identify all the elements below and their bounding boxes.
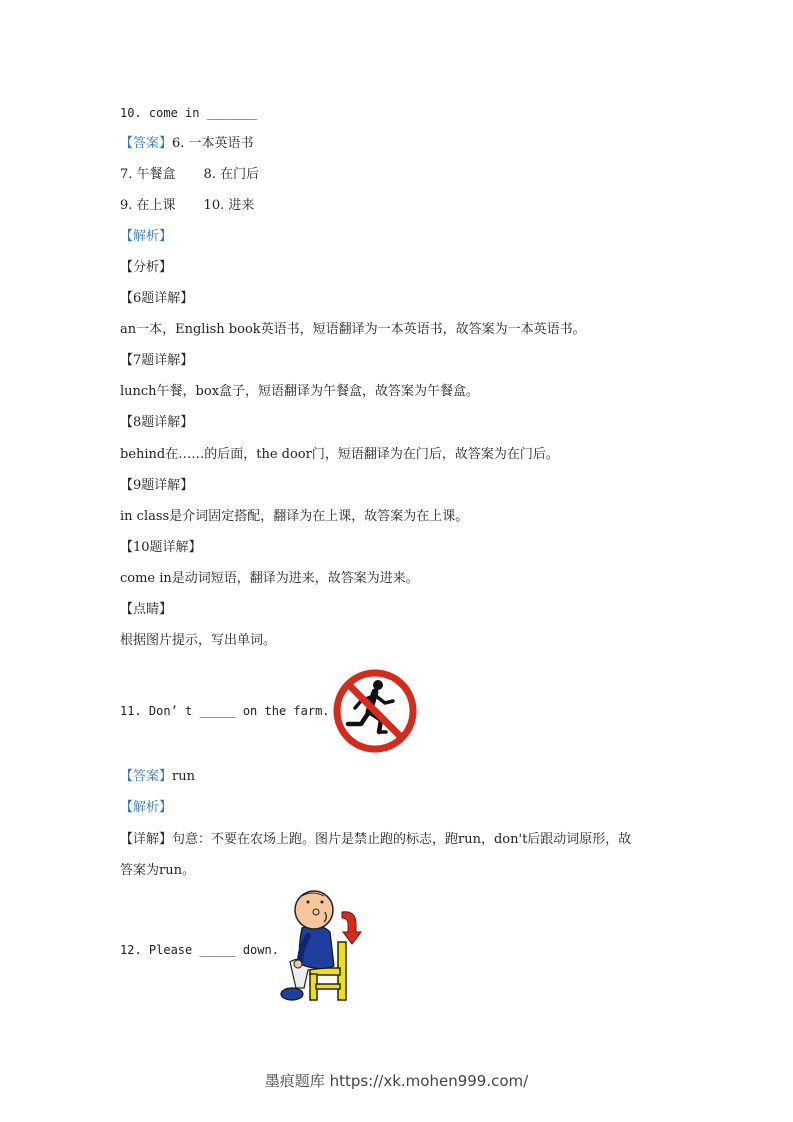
detail-6-text: an一本，English book英语书，短语翻译为一本英语书，故答案为一本英语书。 [120, 322, 586, 337]
answer-7: 7. 午餐盒 [120, 167, 176, 182]
answer-6: 6. 一本英语书 [172, 136, 254, 151]
answer-10: 10. 进来 [203, 198, 255, 213]
jiexi-heading-11: 【解析】 [120, 800, 173, 815]
fenxi-heading: 【分析】 [120, 260, 173, 275]
detail-7-heading: 【7题详解】 [120, 353, 194, 368]
detail-10-text: come in是动词短语，翻译为进来，故答案为进来。 [120, 571, 419, 586]
dianjing-text: 根据图片提示，写出单词。 [120, 633, 277, 648]
detail-9-heading: 【9题详解】 [120, 478, 194, 493]
no-running-sign-icon [331, 668, 419, 754]
detail-text: 句意：不要在农场上跑。图片是禁止跑的标志，跑run，don't后跟动词原形，故 [172, 832, 632, 847]
answer-6-10 [120, 135, 254, 153]
question-11: 11. Don’ t _____ on the farm. [120, 704, 330, 718]
answer-9: 9. 在上课 [120, 198, 176, 213]
detail-10-heading: 【10题详解】 [120, 540, 202, 555]
answer-7-8 [120, 166, 259, 184]
answer-9-10 [120, 197, 254, 215]
boy-sitting-down-icon [278, 888, 370, 1006]
detail-7-text: lunch午餐，box盒子，短语翻译为午餐盒，故答案为午餐盒。 [120, 384, 480, 399]
dianjing-heading: 【点睛】 [120, 602, 173, 617]
question-10: 10. come in _______ [120, 106, 258, 120]
answer-value: run [172, 769, 195, 784]
answer-8: 8. 在门后 [203, 167, 260, 182]
detail-6-heading: 【6题详解】 [120, 291, 194, 306]
answer-tag: 【答案】 [120, 769, 173, 784]
answer-11 [120, 768, 195, 786]
footer-site-link[interactable]: 墨痕题库 https://xk.mohen999.com/ [264, 1072, 529, 1090]
detail-8-text: behind在……的后面，the door门，短语翻译为在门后，故答案为在门后。 [120, 447, 559, 462]
detail-11-line1 [120, 831, 631, 849]
question-12: 12. Please _____ down. [120, 943, 279, 957]
jiexi-heading: 【解析】 [120, 229, 173, 244]
answer-tag: 【答案】 [120, 136, 173, 151]
detail-8-heading: 【8题详解】 [120, 415, 194, 430]
detail-tag: 【详解】 [120, 832, 173, 847]
detail-9-text: in class是介词固定搭配，翻译为在上课，故答案为在上课。 [120, 509, 469, 524]
detail-11-line2: 答案为run。 [120, 863, 195, 878]
